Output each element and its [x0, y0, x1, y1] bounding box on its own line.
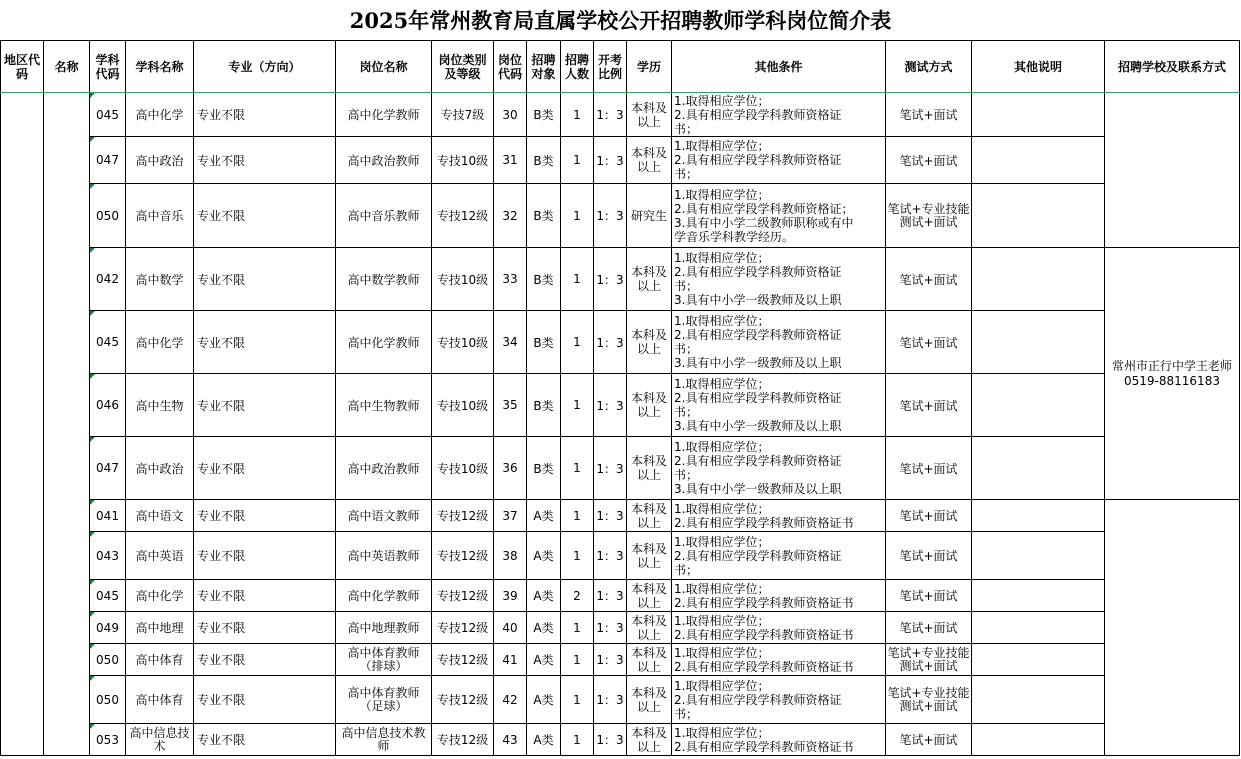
subject-name-cell: 高中化学: [126, 93, 194, 137]
post-name-cell: 高中信息技术教师: [336, 724, 432, 756]
header-notes: 其他说明: [972, 41, 1105, 93]
target-cell: B类: [527, 137, 561, 184]
test-method-cell: 笔试+面试: [886, 724, 972, 756]
target-cell: B类: [527, 437, 561, 500]
subject-name-cell: 高中政治: [126, 137, 194, 184]
table-row: [1, 137, 1240, 184]
ratio-cell: 1：3: [594, 137, 627, 184]
post-name-cell: 高中政治教师: [336, 137, 432, 184]
major-cell: 专业不限: [194, 248, 336, 311]
test-method-cell: 笔试+专业技能测试+面试: [886, 184, 972, 248]
page-title: 2025年常州教育局直属学校公开招聘教师学科岗位简介表: [349, 8, 892, 33]
condition-line: 1.取得相应学位；: [674, 613, 770, 628]
condition-line: 3.具有中小学一级教师及以上职: [674, 482, 842, 496]
ratio-cell: 1：3: [594, 248, 627, 311]
test-method-cell: 笔试+面试: [886, 248, 972, 311]
header-post-level: 岗位类别及等级: [432, 41, 494, 93]
notes-cell: [972, 137, 1105, 184]
notes-cell: [972, 93, 1105, 137]
post-name-cell: 高中语文教师: [336, 500, 432, 532]
subject-code-cell: 050: [90, 644, 126, 676]
count-cell: 1: [561, 437, 594, 500]
post-code-cell: 42: [494, 676, 527, 724]
test-method-cell: 笔试+面试: [886, 500, 972, 532]
notes-cell: [972, 500, 1105, 532]
subject-name-cell: 高中体育: [126, 644, 194, 676]
count-cell: 1: [561, 724, 594, 756]
major-cell: 专业不限: [194, 137, 336, 184]
major-cell: 专业不限: [194, 437, 336, 500]
condition-line: 1.取得相应学位；: [674, 678, 770, 693]
recruitment-table: [0, 40, 1240, 756]
post-code-cell: 32: [494, 184, 527, 248]
region-code-cell: [1, 93, 44, 756]
subject-name-cell: 高中英语: [126, 532, 194, 580]
target-cell: A类: [527, 612, 561, 644]
subject-name-cell: 高中化学: [126, 580, 194, 612]
table-row: [1, 644, 1240, 676]
table-body: [1, 93, 1240, 756]
condition-line: 书；: [674, 468, 699, 482]
school-cell-blank: [1105, 500, 1240, 756]
header-post-code: 岗位代码: [494, 41, 527, 93]
education-cell: 本科及以上: [627, 644, 672, 676]
post-level-cell: 专技12级: [432, 532, 494, 580]
condition-line: 2.具有相应学段学科教师资格证书: [674, 659, 854, 674]
post-name-cell: 高中生物教师: [336, 374, 432, 437]
subject-name-cell: 高中数学: [126, 248, 194, 311]
education-cell: 本科及以上: [627, 437, 672, 500]
header-education: 学历: [627, 41, 672, 93]
target-cell: B类: [527, 248, 561, 311]
subject-code-cell: 046: [90, 374, 126, 437]
post-level-cell: 专技7级: [432, 93, 494, 137]
subject-code-cell: 042: [90, 248, 126, 311]
subject-name-cell: 高中信息技术: [126, 724, 194, 756]
count-cell: 1: [561, 184, 594, 248]
ratio-cell: 1：3: [594, 311, 627, 374]
target-cell: A类: [527, 644, 561, 676]
condition-line: 1.取得相应学位；: [674, 534, 770, 549]
ratio-cell: 1：3: [594, 580, 627, 612]
test-method-cell: 笔试+面试: [886, 580, 972, 612]
conditions-cell: [672, 437, 886, 500]
major-cell: 专业不限: [194, 374, 336, 437]
notes-cell: [972, 580, 1105, 612]
post-level-cell: 专技10级: [432, 437, 494, 500]
subject-name-cell: 高中体育: [126, 676, 194, 724]
ratio-cell: 1：3: [594, 437, 627, 500]
post-name-cell: 高中地理教师: [336, 612, 432, 644]
condition-line: 2.具有相应学段学科教师资格证: [674, 107, 842, 122]
table-row: [1, 437, 1240, 500]
header-target: 招聘对象: [527, 41, 561, 93]
subject-name-cell: 高中化学: [126, 311, 194, 374]
subject-code-cell: 050: [90, 676, 126, 724]
education-cell: 本科及以上: [627, 248, 672, 311]
condition-line: 1.取得相应学位；: [674, 725, 770, 740]
test-method-cell: 笔试+面试: [886, 437, 972, 500]
target-cell: B类: [527, 311, 561, 374]
condition-line: 1.取得相应学位；: [674, 440, 770, 454]
test-method-cell: 笔试+面试: [886, 93, 972, 137]
condition-line: 2.具有相应学段学科教师资格证书: [674, 595, 854, 610]
conditions-cell: [672, 500, 886, 532]
notes-cell: [972, 311, 1105, 374]
table-row: [1, 248, 1240, 311]
count-cell: 1: [561, 137, 594, 184]
post-level-cell: 专技12级: [432, 612, 494, 644]
education-cell: 本科及以上: [627, 311, 672, 374]
education-cell: 本科及以上: [627, 532, 672, 580]
condition-line: 书；: [674, 405, 699, 419]
condition-line: 1.取得相应学位；: [674, 377, 770, 391]
post-level-cell: 专技12级: [432, 724, 494, 756]
ratio-cell: 1：3: [594, 644, 627, 676]
condition-line: 2.具有相应学段学科教师资格证: [674, 548, 842, 563]
major-cell: 专业不限: [194, 580, 336, 612]
subject-code-cell: 041: [90, 500, 126, 532]
header-row: [1, 41, 1240, 93]
conditions-cell: [672, 137, 886, 184]
condition-line: 1.取得相应学位；: [674, 93, 770, 108]
notes-cell: [972, 644, 1105, 676]
target-cell: A类: [527, 532, 561, 580]
condition-line: 2.具有相应学段学科教师资格证书: [674, 627, 854, 642]
education-cell: 本科及以上: [627, 500, 672, 532]
post-level-cell: 专技12级: [432, 500, 494, 532]
conditions-cell: [672, 724, 886, 756]
post-level-cell: 专技10级: [432, 374, 494, 437]
notes-cell: [972, 184, 1105, 248]
post-code-cell: 36: [494, 437, 527, 500]
post-code-cell: 43: [494, 724, 527, 756]
header-major: 专业（方向）: [194, 41, 336, 93]
notes-cell: [972, 248, 1105, 311]
table-row: [1, 374, 1240, 437]
header-name: 名称: [44, 41, 90, 93]
post-name-cell: 高中化学教师: [336, 93, 432, 137]
major-cell: 专业不限: [194, 612, 336, 644]
condition-line: 书；: [674, 342, 699, 356]
conditions-cell: [672, 644, 886, 676]
post-level-cell: 专技12级: [432, 184, 494, 248]
post-name-cell: 高中数学教师: [336, 248, 432, 311]
condition-line: 2.具有相应学段学科教师资格证: [674, 328, 842, 342]
post-code-cell: 40: [494, 612, 527, 644]
count-cell: 1: [561, 248, 594, 311]
table-row: [1, 676, 1240, 724]
subject-code-cell: 045: [90, 93, 126, 137]
condition-line: 1.取得相应学位；: [674, 581, 770, 596]
post-code-cell: 34: [494, 311, 527, 374]
post-code-cell: 39: [494, 580, 527, 612]
target-cell: B类: [527, 93, 561, 137]
subject-code-cell: 053: [90, 724, 126, 756]
condition-line: 1.取得相应学位；: [674, 501, 770, 516]
ratio-cell: 1：3: [594, 374, 627, 437]
target-cell: A类: [527, 500, 561, 532]
condition-line: 2.具有相应学段学科教师资格证: [674, 454, 842, 468]
ratio-cell: 1：3: [594, 676, 627, 724]
condition-line: 书；: [674, 279, 699, 293]
condition-line: 书；: [674, 562, 699, 577]
condition-line: 学音乐学科教学经历。: [674, 229, 795, 244]
ratio-cell: 1：3: [594, 532, 627, 580]
post-level-cell: 专技12级: [432, 644, 494, 676]
post-level-cell: 专技12级: [432, 580, 494, 612]
subject-name-cell: 高中政治: [126, 437, 194, 500]
condition-line: 2.具有相应学段学科教师资格证: [674, 153, 842, 167]
education-cell: 研究生: [627, 184, 672, 248]
condition-line: 2.具有相应学段学科教师资格证: [674, 265, 842, 279]
conditions-cell: [672, 612, 886, 644]
education-cell: 本科及以上: [627, 676, 672, 724]
notes-cell: [972, 437, 1105, 500]
major-cell: 专业不限: [194, 676, 336, 724]
notes-cell: [972, 532, 1105, 580]
condition-line: 书；: [674, 706, 699, 721]
major-cell: 专业不限: [194, 724, 336, 756]
post-name-cell: 高中体育教师（排球）: [336, 644, 432, 676]
subject-name-cell: 高中音乐: [126, 184, 194, 248]
condition-line: 1.取得相应学位；: [674, 139, 770, 153]
target-cell: B类: [527, 184, 561, 248]
condition-line: 3.具有中小学一级教师及以上职: [674, 293, 842, 307]
post-code-cell: 38: [494, 532, 527, 580]
condition-line: 1.取得相应学位；: [674, 645, 770, 660]
condition-line: 2.具有相应学段学科教师资格证；: [674, 201, 854, 216]
subject-code-cell: 047: [90, 137, 126, 184]
notes-cell: [972, 612, 1105, 644]
condition-line: 3.具有中小学一级教师及以上职: [674, 356, 842, 370]
conditions-cell: [672, 532, 886, 580]
target-cell: B类: [527, 374, 561, 437]
condition-line: 3.具有中小学二级教师职称或有中: [674, 215, 854, 230]
conditions-cell: [672, 248, 886, 311]
subject-name-cell: 高中生物: [126, 374, 194, 437]
ratio-cell: 1：3: [594, 500, 627, 532]
post-level-cell: 专技10级: [432, 248, 494, 311]
condition-line: 书；: [674, 167, 699, 181]
count-cell: 1: [561, 374, 594, 437]
test-method-cell: 笔试+面试: [886, 532, 972, 580]
major-cell: 专业不限: [194, 184, 336, 248]
table-row: [1, 580, 1240, 612]
count-cell: 1: [561, 644, 594, 676]
table-row: [1, 93, 1240, 137]
table-row: [1, 184, 1240, 248]
subject-name-cell: 高中地理: [126, 612, 194, 644]
table-row: [1, 311, 1240, 374]
major-cell: 专业不限: [194, 644, 336, 676]
table-row: [1, 532, 1240, 580]
condition-line: 1.取得相应学位；: [674, 187, 770, 202]
notes-cell: [972, 676, 1105, 724]
ratio-cell: 1：3: [594, 724, 627, 756]
condition-line: 2.具有相应学段学科教师资格证: [674, 692, 842, 707]
education-cell: 本科及以上: [627, 612, 672, 644]
major-cell: 专业不限: [194, 500, 336, 532]
test-method-cell: 笔试+专业技能测试+面试: [886, 676, 972, 724]
header-region-code: 地区代码: [1, 41, 44, 93]
subject-code-cell: 047: [90, 437, 126, 500]
post-code-cell: 30: [494, 93, 527, 137]
count-cell: 1: [561, 500, 594, 532]
count-cell: 1: [561, 612, 594, 644]
condition-line: 2.具有相应学段学科教师资格证: [674, 391, 842, 405]
subject-code-cell: 043: [90, 532, 126, 580]
condition-line: 1.取得相应学位；: [674, 314, 770, 328]
post-name-cell: 高中音乐教师: [336, 184, 432, 248]
test-method-cell: 笔试+面试: [886, 612, 972, 644]
subject-code-cell: 049: [90, 612, 126, 644]
subject-name-cell: 高中语文: [126, 500, 194, 532]
major-cell: 专业不限: [194, 93, 336, 137]
post-code-cell: 37: [494, 500, 527, 532]
count-cell: 1: [561, 676, 594, 724]
table-row: [1, 724, 1240, 756]
count-cell: 1: [561, 311, 594, 374]
count-cell: 2: [561, 580, 594, 612]
name-cell: [44, 93, 90, 756]
count-cell: 1: [561, 93, 594, 137]
target-cell: A类: [527, 580, 561, 612]
condition-line: 3.具有中小学一级教师及以上职: [674, 419, 842, 433]
ratio-cell: 1：3: [594, 184, 627, 248]
education-cell: 本科及以上: [627, 724, 672, 756]
table-row: [1, 612, 1240, 644]
count-cell: 1: [561, 532, 594, 580]
condition-line: 1.取得相应学位；: [674, 251, 770, 265]
education-cell: 本科及以上: [627, 137, 672, 184]
target-cell: A类: [527, 676, 561, 724]
school-contact: 常州市正行中学王老师0519-88116183: [1111, 358, 1232, 388]
conditions-cell: [672, 580, 886, 612]
subject-code-cell: 050: [90, 184, 126, 248]
conditions-cell: [672, 311, 886, 374]
header-school: 招聘学校及联系方式: [1105, 41, 1240, 93]
post-name-cell: 高中英语教师: [336, 532, 432, 580]
post-level-cell: 专技12级: [432, 676, 494, 724]
target-cell: A类: [527, 724, 561, 756]
major-cell: 专业不限: [194, 532, 336, 580]
test-method-cell: 笔试+面试: [886, 137, 972, 184]
school-contact-cell: [1105, 248, 1240, 500]
post-name-cell: 高中政治教师: [336, 437, 432, 500]
subject-code-cell: 045: [90, 311, 126, 374]
header-subject-name: 学科名称: [126, 41, 194, 93]
ratio-cell: 1：3: [594, 612, 627, 644]
post-name-cell: 高中化学教师: [336, 580, 432, 612]
test-method-cell: 笔试+专业技能测试+面试: [886, 644, 972, 676]
post-code-cell: 41: [494, 644, 527, 676]
post-code-cell: 35: [494, 374, 527, 437]
header-count: 招聘人数: [561, 41, 594, 93]
test-method-cell: 笔试+面试: [886, 311, 972, 374]
notes-cell: [972, 374, 1105, 437]
conditions-cell: [672, 676, 886, 724]
post-level-cell: 专技10级: [432, 311, 494, 374]
post-code-cell: 31: [494, 137, 527, 184]
notes-cell: [972, 724, 1105, 756]
post-name-cell: 高中化学教师: [336, 311, 432, 374]
major-cell: 专业不限: [194, 311, 336, 374]
header-ratio: 开考比例: [594, 41, 627, 93]
table-row: [1, 500, 1240, 532]
conditions-cell: [672, 184, 886, 248]
condition-line: 2.具有相应学段学科教师资格证书: [674, 515, 854, 530]
header-post-name: 岗位名称: [336, 41, 432, 93]
education-cell: 本科及以上: [627, 374, 672, 437]
post-name-cell: 高中体育教师（足球）: [336, 676, 432, 724]
education-cell: 本科及以上: [627, 580, 672, 612]
ratio-cell: 1：3: [594, 93, 627, 137]
conditions-cell: [672, 93, 886, 137]
header-conditions: 其他条件: [672, 41, 886, 93]
test-method-cell: 笔试+面试: [886, 374, 972, 437]
header-subject-code: 学科代码: [90, 41, 126, 93]
condition-line: 书；: [674, 121, 699, 136]
condition-line: 2.具有相应学段学科教师资格证书: [674, 739, 854, 754]
education-cell: 本科及以上: [627, 93, 672, 137]
post-code-cell: 33: [494, 248, 527, 311]
header-test-method: 测试方式: [886, 41, 972, 93]
subject-code-cell: 045: [90, 580, 126, 612]
conditions-cell: [672, 374, 886, 437]
school-cell-blank: [1105, 93, 1240, 248]
post-level-cell: 专技10级: [432, 137, 494, 184]
